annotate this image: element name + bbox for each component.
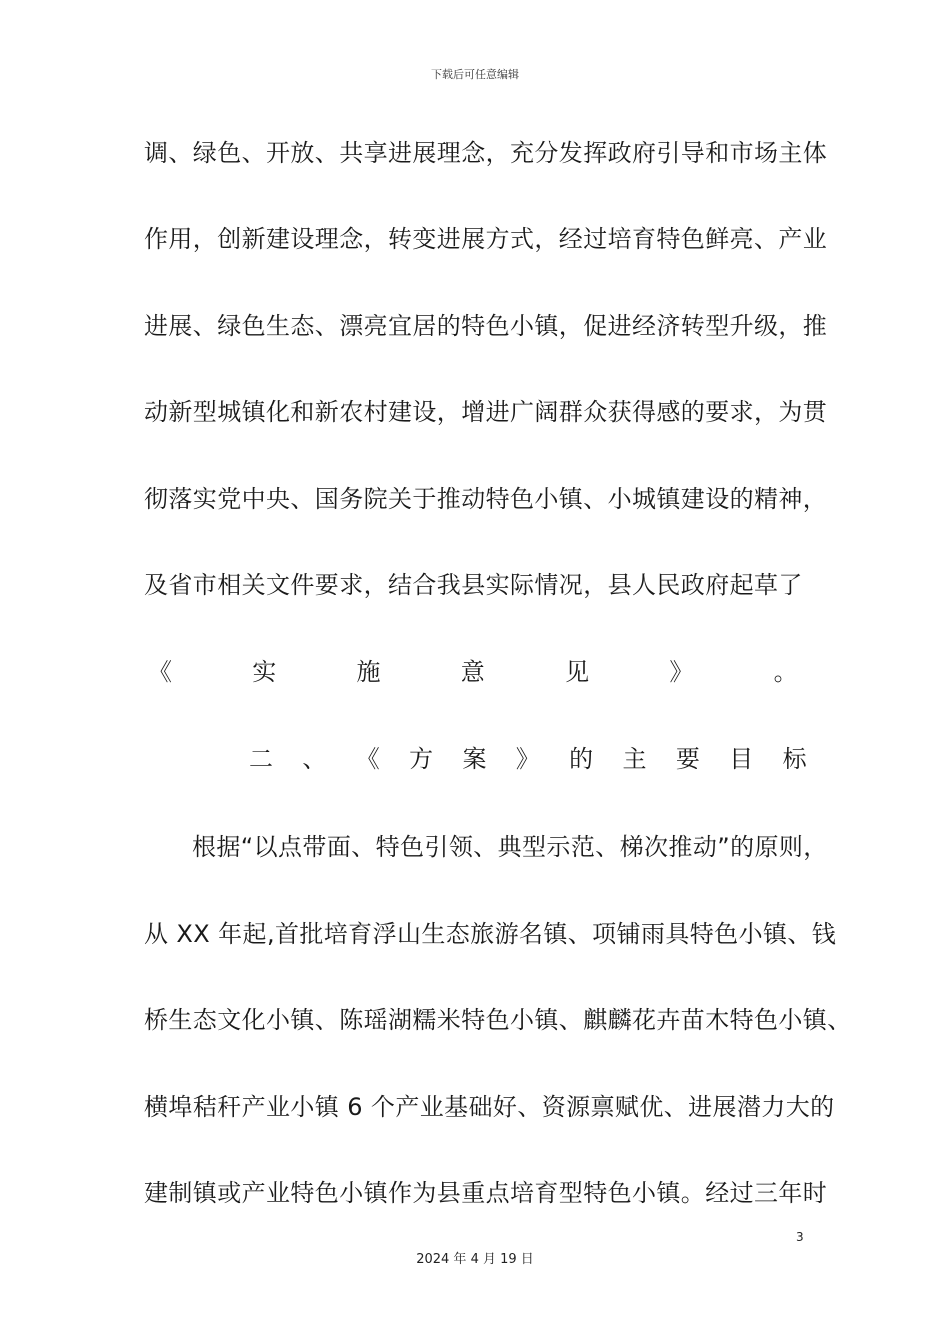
heading-token: 》 — [515, 745, 541, 773]
heading-token: 方 — [409, 745, 434, 773]
heading-token: 、 — [302, 745, 327, 773]
body-line-3: 进展、绿色生态、漂亮宜居的特色小镇，促进经济转型升级，推 — [144, 312, 828, 340]
heading-token: 的 — [569, 745, 594, 773]
heading-token: 《 — [355, 745, 381, 773]
title-token: 《 — [148, 658, 173, 686]
body-line-6: 及省市相关文件要求，结合我县实际情况，县人民政府起草了 — [144, 571, 803, 599]
document-title-line — [148, 657, 798, 687]
heading-token: 二 — [249, 745, 274, 773]
heading-token: 案 — [462, 745, 487, 773]
title-token: 》 — [669, 658, 694, 686]
heading-token: 主 — [622, 745, 647, 773]
title-token: 实 — [252, 658, 277, 686]
title-token: 见 — [565, 658, 590, 686]
heading-token: 标 — [782, 745, 807, 773]
heading-token: 要 — [675, 745, 701, 773]
body-line-2: 作用，创新建设理念，转变进展方式，经过培育特色鲜亮、产业 — [144, 225, 828, 253]
paragraph-line-1: 根据“以点带面、特色引领、典型示范、梯次推动”的原则， — [192, 833, 828, 861]
footer-date: 2024 年 4 月 19 日 — [416, 1252, 534, 1267]
paragraph-line-5: 建制镇或产业特色小镇作为县重点培育型特色小镇。经过三年时 — [144, 1179, 828, 1207]
title-token: 意 — [460, 658, 486, 686]
body-line-1: 调、绿色、开放、共享进展理念，充分发挥政府引导和市场主体 — [144, 139, 828, 167]
paragraph-line-2: 从 XX 年起,首批培育浮山生态旅游名镇、项铺雨具特色小镇、钱 — [144, 920, 837, 948]
page-header: 下载后可任意编辑 — [431, 68, 519, 81]
page-number: 3 — [796, 1230, 804, 1244]
body-line-4: 动新型城镇化和新农村建设，增进广阔群众获得感的要求，为贯 — [144, 398, 828, 426]
section-heading — [249, 744, 807, 774]
paragraph-line-4: 横埠秸秆产业小镇 6 个产业基础好、资源禀赋优、进展潜力大的 — [144, 1093, 835, 1121]
title-token: 。 — [773, 658, 798, 686]
paragraph-line-3: 桥生态文化小镇、陈瑶湖糯米特色小镇、麒麟花卉苗木特色小镇、 — [144, 1006, 852, 1034]
title-token: 施 — [356, 658, 381, 686]
heading-token: 目 — [729, 745, 754, 773]
body-line-5: 彻落实党中央、国务院关于推动特色小镇、小城镇建设的精神， — [144, 485, 828, 513]
